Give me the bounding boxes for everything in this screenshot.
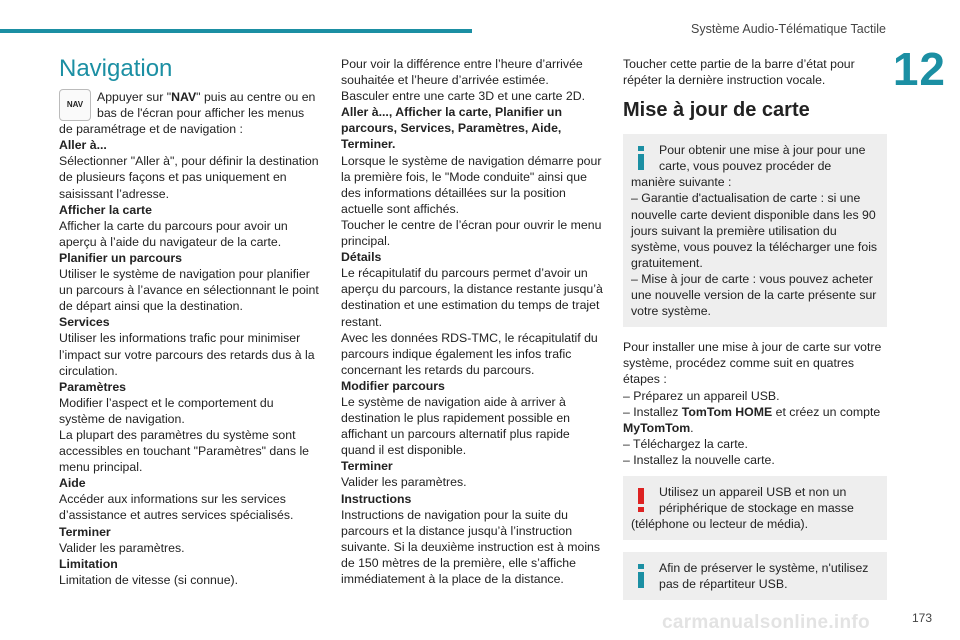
page-title: Navigation [59, 55, 173, 82]
item-text: Limitation de vitesse (si connue). [59, 572, 239, 587]
chapter-number: 12 [892, 43, 946, 95]
item-heading: Terminer [59, 524, 111, 539]
nav-icon: NAV [59, 89, 91, 121]
warning-text: Utilisez un appareil USB et non un périphérique de stockage en masse (téléphone ou lecteur de média). [631, 484, 854, 532]
paragraph: Lorsque le système de navigation démarre pour la première fois, le "Mode conduite" ainsi que des informations détaillées sur la position actuelle sont affichés. [341, 153, 602, 216]
column-1 [59, 56, 321, 588]
item-text: Utiliser les informations trafic pour minimiser l’impact sur votre parcours des retards dus à la circulation. [59, 331, 315, 378]
menu-list [59, 137, 321, 588]
page-number: 173 [911, 611, 932, 625]
nav-intro [59, 89, 321, 137]
paragraph: Basculer entre une carte 3D et une carte 2D. [341, 89, 586, 104]
item-heading: Aller à... [59, 138, 107, 153]
info-icon [633, 564, 651, 588]
item-text: Utiliser le système de navigation pour planifier un parcours à l’avance en sélectionnant le point de départ ainsi que la destination. [59, 267, 319, 314]
item-heading: Limitation [59, 556, 118, 571]
section-heading: Détails [341, 250, 382, 265]
info-text: Afin de préserver le système, n'utilisez pas de répartiteur USB. [659, 561, 869, 592]
item-heading: Afficher la carte [59, 202, 152, 217]
item-text: La plupart des paramètres du système sont accessibles en touchant "Paramètres" dans le menu principal. [59, 427, 310, 475]
step: – Installez la nouvelle carte. [623, 452, 775, 467]
section-heading: Instructions [341, 491, 412, 506]
item-text: Sélectionner "Aller à", pour définir la destination de plusieurs façons et pas uniquement en saisissant l’adresse. [59, 154, 319, 201]
paragraph: Toucher le centre de l’écran pour ouvrir le menu principal. [341, 217, 602, 249]
info-icon [633, 146, 651, 170]
info-bullet: – Garantie d'actualisation de carte : si une nouvelle carte devient disponible dans les 90 jours suivant la première utilisation du système, vous pouvez la télécharger une fois gratuitement. [631, 191, 878, 270]
header-title: Système Audio-Télématique Tactile [690, 22, 886, 36]
paragraph: Avec les données RDS-TMC, le récapitulatif du parcours indique également les infos trafic concernant les retards du parcours. [341, 330, 598, 377]
column-2 [341, 56, 605, 587]
section-heading: Modifier parcours [341, 378, 445, 393]
item-text: Modifier l’aspect et le comportement du système de navigation. [59, 395, 274, 426]
item-heading: Paramètres [59, 379, 126, 394]
item-heading: Planifier un parcours [59, 250, 182, 265]
intro-post: " puis au centre ou en bas de l'écran pour afficher les menus de paramétrage et de navigation : [59, 90, 316, 137]
paragraph: Pour voir la différence entre l’heure d’arrivée souhaitée et l’heure d’arrivée estimée. [341, 57, 583, 88]
paragraph: Le système de navigation aide à arriver à destination le plus rapidement possible en affichant un parcours alternatif plus rapide quand il est disponible. [341, 394, 571, 458]
paragraph: Pour installer une mise à jour de carte sur votre système, procédez comme suit en quatres étapes : [623, 340, 882, 387]
paragraph: Valider les paramètres. [341, 475, 467, 490]
menu-summary: Aller à..., Afficher la carte, Planifier un parcours, Services, Paramètres, Aide, Terminer. [341, 105, 562, 152]
intro-pre: Appuyer sur " [97, 90, 172, 104]
paragraph: Toucher cette partie de la barre d’état pour répéter la dernière instruction vocale. [623, 57, 855, 88]
paragraph: Le récapitulatif du parcours permet d’avoir un aperçu du parcours, la distance restante jusqu’à destination et une estimation du temps de trajet restant. [341, 266, 603, 329]
section-title: Mise à jour de carte [623, 99, 810, 122]
step: – Installez TomTom HOME et créez un compte MyTomTom. [623, 404, 881, 435]
column-3 [623, 56, 887, 612]
info-bullet: – Mise à jour de carte : vous pouvez acheter une nouvelle version de la carte présente sur votre système. [631, 271, 877, 319]
item-text: Accéder aux informations sur les services d’assistance et autres services spécialisés. [59, 492, 294, 523]
warning-box [623, 476, 887, 540]
info-box [623, 552, 887, 600]
item-text: Afficher la carte du parcours pour avoir un aperçu à l’aide du navigateur de la carte. [59, 218, 288, 249]
info-text: Pour obtenir une mise à jour pour une carte, vous pouvez procéder de manière suivante : [631, 143, 866, 190]
item-heading: Aide [59, 476, 86, 491]
paragraph: Instructions de navigation pour la suite du parcours et la distance jusqu’à l’instruction suivante. Si la deuxième instruction est à moins de 150 mètres de la première, elle s’affiche immédiatement à la place de la distance. [341, 507, 601, 586]
section-heading: Terminer [341, 459, 393, 474]
step: – Préparez un appareil USB. [623, 388, 780, 403]
watermark: carmanualsonline.info [662, 612, 870, 633]
warning-icon [633, 488, 651, 512]
info-box [623, 134, 887, 327]
item-heading: Services [59, 315, 110, 330]
header-accent-bar [0, 29, 472, 33]
item-text: Valider les paramètres. [59, 540, 185, 555]
step: – Téléchargez la carte. [623, 436, 748, 451]
intro-bold: NAV [171, 90, 197, 104]
